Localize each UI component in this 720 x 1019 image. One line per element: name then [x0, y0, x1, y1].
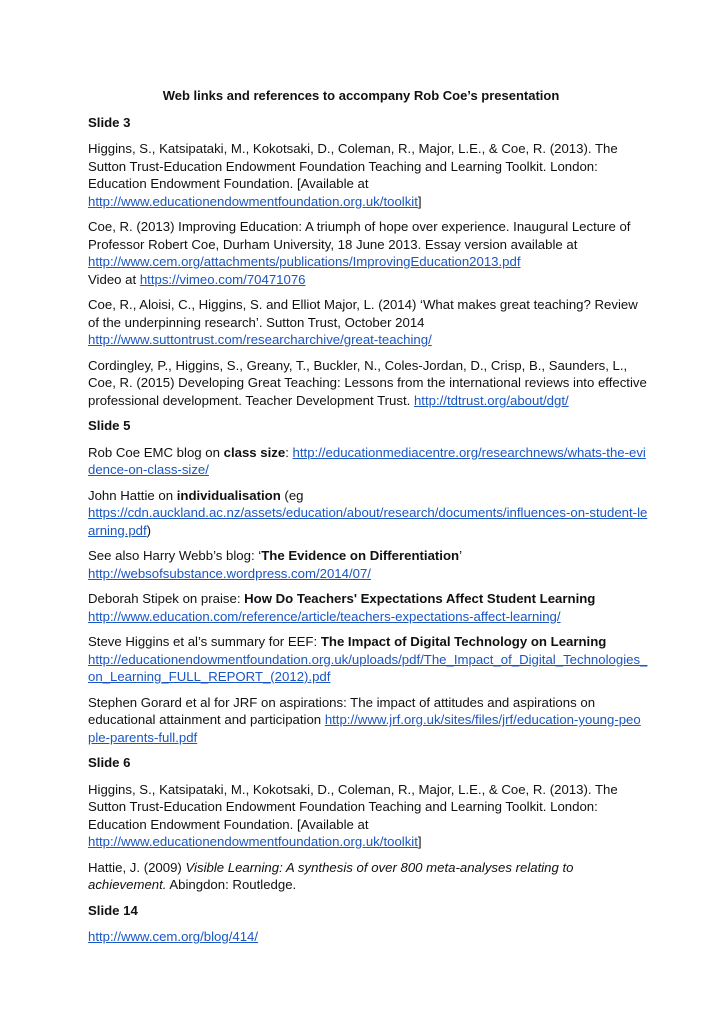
- item-text: (eg: [280, 487, 304, 503]
- item-text: ): [146, 522, 152, 538]
- toolkit-link[interactable]: http://www.educationendowmentfoundation.org.uk/toolkit: [88, 834, 418, 849]
- item-text: John Hattie on: [88, 487, 177, 503]
- influences-on-learning-link[interactable]: https://cdn.auckland.ac.nz/assets/education/about/research/documents/influences-on-student-learning.pdf: [88, 505, 648, 538]
- item-text: Steve Higgins et al’s summary for EEF:: [88, 634, 321, 649]
- slide-5-item-individualisation: [88, 487, 648, 540]
- slide-5-item-digital-technology: [88, 633, 648, 686]
- digital-technology-report-link[interactable]: http://educationendowmentfoundation.org.uk/uploads/pdf/The_Impact_of_Digital_Technologies_on_Learning_FULL_REPORT_(2012).pdf: [88, 651, 648, 684]
- websofsubstance-link[interactable]: http://websofsubstance.wordpress.com/2014/07/: [88, 565, 371, 581]
- reference-text: Higgins, S., Katsipataki, M., Kokotsaki, D., Coleman, R., Major, L.E., & Coe, R. (2013). The Sutton Trust-Education Endowment Foundation Teaching and Learning Toolkit. London: Education Endowment Foundation. [Available at: [88, 781, 618, 832]
- item-bold-text: How Do Teachers' Expectations Affect Student Learning: [244, 591, 596, 606]
- slide-3-reference-cordingley-2015: [88, 357, 648, 410]
- toolkit-link[interactable]: http://www.educationendowmentfoundation.org.uk/toolkit: [88, 193, 418, 209]
- item-text: See also Harry Webb’s blog: ‘: [88, 548, 262, 563]
- slide-6-reference-hattie: [88, 859, 648, 894]
- cem-blog-link[interactable]: http://www.cem.org/blog/414/: [88, 929, 259, 944]
- slide-5-item-praise: [88, 590, 648, 625]
- page-title: Web links and references to accompany Rob Coe’s presentation: [162, 88, 560, 103]
- reference-text: Coe, R. (2013) Improving Education: A triumph of hope over experience. Inaugural Lecture of Professor Robert Coe, Durham University, 18 June 2013. Essay version available at: [88, 219, 631, 252]
- improving-education-pdf-link[interactable]: http://www.cem.org/attachments/publications/ImprovingEducation2013.pdf: [88, 254, 521, 269]
- item-text: Rob Coe EMC blog on: [88, 444, 224, 460]
- item-bold-text: class size: [223, 444, 286, 460]
- slide-5-item-differentiation: [88, 547, 648, 582]
- item-text: Deborah Stipek on praise:: [88, 591, 245, 606]
- slide-6-reference-toolkit: [88, 781, 648, 851]
- video-label: Video at: [88, 271, 140, 287]
- item-text: :: [285, 444, 293, 460]
- book-title: Visible Learning: A synthesis of over 800 meta-analyses relating to achievement.: [88, 859, 574, 892]
- bracket-close: ]: [417, 834, 422, 849]
- reference-text: Hattie, J. (2009): [88, 859, 186, 875]
- reference-text: Cordingley, P., Higgins, S., Greany, T., Buckler, N., Coles-Jordan, D., Crisp, B., Saunders, L., Coe, R. (2015) Developing Great Teaching: Lessons from the international reviews into effective professional development. Teacher Development Trust.: [88, 357, 647, 408]
- reference-text: Higgins, S., Katsipataki, M., Kokotsaki, D., Coleman, R., Major, L.E., & Coe, R. (2013). The Sutton Trust-Education Endowment Foundation Teaching and Learning Toolkit. London: Education Endowment Foundation. [Available at: [88, 141, 618, 191]
- tdtrust-link[interactable]: http://tdtrust.org/about/dgt/: [413, 392, 569, 408]
- bracket-close: ]: [417, 193, 422, 209]
- reference-text: Coe, R., Aloisi, C., Higgins, S. and Elliot Major, L. (2014) ‘What makes great teaching? Review of the underpinning research’. Sutton Trust, October 2014: [88, 297, 638, 330]
- great-teaching-link[interactable]: http://www.suttontrust.com/researcharchive/great-teaching/: [88, 332, 432, 347]
- item-bold-text: The Evidence on Differentiation: [261, 548, 460, 563]
- slide-5-heading: Slide 5: [88, 418, 131, 433]
- item-text: Stephen Gorard et al for JRF on aspirations: The impact of attitudes and aspirations on educational attainment and participation: [88, 694, 596, 727]
- jrf-report-link[interactable]: http://www.jrf.org.uk/sites/files/jrf/education-young-people-parents-full.pdf: [88, 712, 641, 745]
- slide-14-item: [88, 928, 648, 946]
- item-text: ’: [459, 548, 463, 563]
- document-body: [88, 87, 648, 954]
- slide-3-reference-coe-2014: [88, 296, 648, 349]
- class-size-link[interactable]: http://educationmediacentre.org/researchnews/whats-the-evidence-on-class-size/: [88, 444, 646, 477]
- slide-14-heading: Slide 14: [88, 902, 138, 918]
- slide-3-reference-toolkit: [88, 140, 648, 210]
- reference-text: Abingdon: Routledge.: [166, 877, 297, 892]
- item-bold-text: individualisation: [176, 487, 281, 503]
- slide-3-heading: Slide 3: [88, 114, 131, 130]
- vimeo-link[interactable]: https://vimeo.com/70471076: [139, 271, 306, 287]
- item-bold-text: The Impact of Digital Technology on Learning: [320, 634, 607, 649]
- teacher-expectations-link[interactable]: http://www.education.com/reference/article/teachers-expectations-affect-learning/: [88, 608, 561, 624]
- slide-5-item-aspirations: [88, 694, 648, 747]
- slide-6-heading: Slide 6: [88, 755, 131, 770]
- slide-3-reference-coe-2013: [88, 218, 648, 288]
- slide-5-item-class-size: [88, 444, 648, 479]
